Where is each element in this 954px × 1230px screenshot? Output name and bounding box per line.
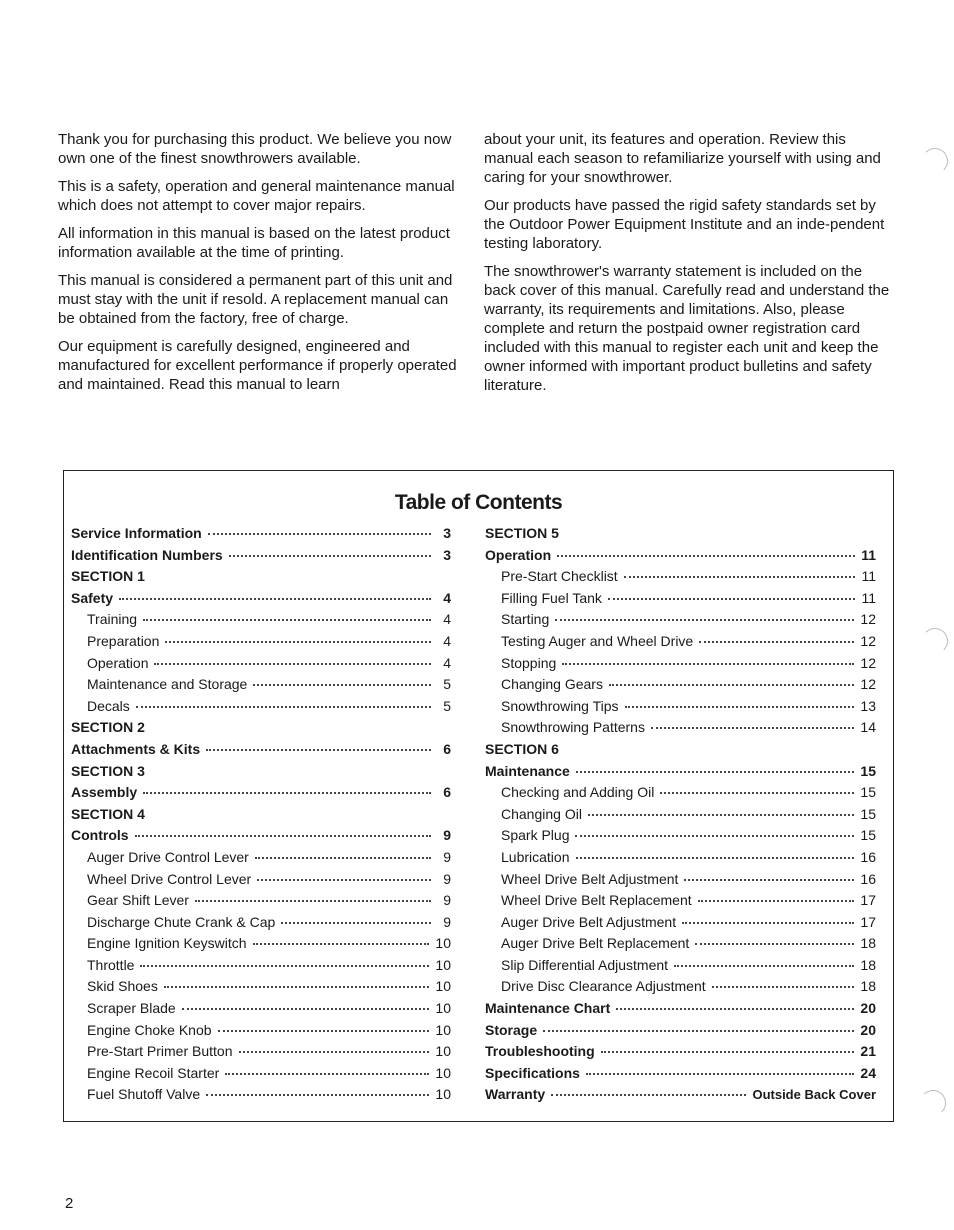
toc-entry-page: 16 bbox=[860, 848, 876, 865]
toc-leader-dots bbox=[557, 555, 855, 557]
toc-entry-label: Lubrication bbox=[501, 848, 570, 865]
toc-entry-label: Troubleshooting bbox=[485, 1043, 595, 1060]
toc-entry-label: Specifications bbox=[485, 1064, 580, 1081]
toc-entry-label: Drive Disc Clearance Adjustment bbox=[501, 978, 706, 995]
toc-entry bbox=[485, 655, 876, 677]
toc-section-heading bbox=[71, 568, 451, 590]
toc-entry-page: 10 bbox=[435, 1000, 451, 1017]
toc-entry-label: Auger Drive Control Lever bbox=[87, 848, 249, 865]
toc-entry-label: SECTION 2 bbox=[71, 719, 145, 736]
intro-paragraph: This manual is considered a permanent part of this unit and must stay with the unit if resold. A replacement manual can be obtained from the factory, free of charge. bbox=[58, 272, 453, 327]
toc-entry-label: Assembly bbox=[71, 784, 138, 801]
toc-leader-dots bbox=[586, 1073, 855, 1075]
toc-entry-page: 6 bbox=[443, 784, 451, 801]
toc-leader-dots bbox=[699, 641, 854, 643]
toc-entry-page: 3 bbox=[443, 525, 451, 541]
toc-leader-dots bbox=[682, 922, 854, 924]
intro-paragraph: This is a safety, operation and general maintenance manual which does not attempt to cover major repairs. bbox=[58, 178, 455, 214]
intro-right-column bbox=[484, 130, 896, 404]
toc-entry-page: 24 bbox=[860, 1064, 876, 1081]
toc-entry-page: 4 bbox=[443, 632, 451, 649]
toc-entry-page: 10 bbox=[435, 956, 451, 973]
intro-paragraph: Thank you for purchasing this product. We believe you now own one of the finest snowthrowers available. bbox=[58, 131, 452, 167]
toc-entry bbox=[485, 1065, 876, 1087]
toc-entry-page: 20 bbox=[860, 1021, 876, 1038]
toc-entry-label: Wheel Drive Belt Replacement bbox=[501, 892, 692, 909]
toc-entry-label: Fuel Shutoff Valve bbox=[87, 1086, 201, 1103]
toc-entry bbox=[71, 655, 451, 677]
toc-entry-page: 18 bbox=[860, 956, 876, 973]
toc-leader-dots bbox=[601, 1051, 855, 1053]
toc-title: Table of Contents bbox=[394, 491, 563, 514]
toc-entry-label: Decals bbox=[87, 697, 130, 714]
toc-entry-page: 5 bbox=[443, 676, 451, 693]
toc-entry-page: 11 bbox=[861, 589, 876, 606]
intro-paragraph: Our equipment is carefully designed, engineered and manufactured for excellent performance if properly operated and maintained. Read this manual to learn bbox=[58, 338, 457, 393]
toc-entry bbox=[71, 611, 451, 633]
toc-leader-dots bbox=[229, 555, 431, 557]
toc-entry-label: Throttle bbox=[87, 956, 135, 973]
toc-entry-label: Gear Shift Lever bbox=[87, 892, 189, 909]
toc-entry bbox=[485, 763, 876, 785]
toc-leader-dots bbox=[218, 1030, 430, 1032]
toc-entry-page: 20 bbox=[860, 1000, 876, 1017]
toc-entry bbox=[71, 547, 451, 569]
toc-entry bbox=[485, 935, 876, 957]
toc-entry-page: 10 bbox=[435, 1043, 451, 1060]
toc-entry bbox=[71, 1022, 451, 1044]
toc-entry bbox=[485, 590, 876, 612]
toc-entry-label: Attachments & Kits bbox=[71, 740, 201, 757]
toc-entry-page: 12 bbox=[860, 632, 876, 649]
toc-leader-dots bbox=[543, 1030, 854, 1032]
toc-entry bbox=[485, 633, 876, 655]
toc-entry-page: 15 bbox=[860, 827, 876, 844]
toc-leader-dots bbox=[119, 598, 431, 600]
toc-leader-dots bbox=[624, 576, 856, 578]
toc-entry-page: Outside Back Cover bbox=[752, 1087, 876, 1103]
toc-entry-page: 15 bbox=[860, 805, 876, 822]
toc-entry bbox=[71, 633, 451, 655]
toc-leader-dots bbox=[165, 641, 431, 643]
toc-entry bbox=[71, 1086, 451, 1108]
scan-mark bbox=[920, 1090, 946, 1116]
toc-entry-label: Engine Choke Knob bbox=[87, 1021, 212, 1038]
toc-entry bbox=[71, 698, 451, 720]
toc-entry-label: Controls bbox=[71, 827, 129, 844]
toc-entry bbox=[485, 1022, 876, 1044]
toc-entry bbox=[485, 611, 876, 633]
toc-leader-dots bbox=[588, 814, 854, 816]
toc-section-heading bbox=[71, 806, 451, 828]
toc-entry-label: Maintenance Chart bbox=[485, 1000, 611, 1017]
toc-leader-dots bbox=[684, 879, 854, 881]
toc-entry-page: 4 bbox=[443, 589, 451, 606]
toc-entry-label: SECTION 4 bbox=[71, 805, 145, 822]
table-of-contents bbox=[63, 470, 894, 1122]
toc-entry-label: Skid Shoes bbox=[87, 978, 158, 995]
toc-entry-page: 15 bbox=[860, 762, 876, 779]
toc-entry bbox=[485, 676, 876, 698]
toc-entry-page: 6 bbox=[443, 740, 451, 757]
toc-entry-page: 4 bbox=[443, 611, 451, 628]
toc-leader-dots bbox=[154, 663, 431, 665]
toc-entry bbox=[485, 784, 876, 806]
toc-leader-dots bbox=[257, 879, 431, 881]
toc-entry-label: Operation bbox=[87, 654, 149, 671]
toc-entry bbox=[71, 525, 451, 547]
toc-leader-dots bbox=[136, 706, 431, 708]
toc-entry-label: SECTION 5 bbox=[485, 525, 559, 541]
scan-mark bbox=[922, 148, 948, 174]
toc-entry-label: Snowthrowing Patterns bbox=[501, 719, 645, 736]
toc-entry-label: Warranty bbox=[485, 1086, 546, 1103]
toc-entry bbox=[71, 914, 451, 936]
toc-entry-page: 3 bbox=[443, 546, 451, 563]
toc-entry-label: Wheel Drive Control Lever bbox=[87, 870, 252, 887]
toc-entry-page: 4 bbox=[443, 654, 451, 671]
toc-entry-page: 5 bbox=[443, 697, 451, 714]
toc-leader-dots bbox=[143, 619, 431, 621]
toc-entry-page: 21 bbox=[860, 1043, 876, 1060]
toc-leader-dots bbox=[143, 792, 431, 794]
toc-section-heading bbox=[485, 741, 876, 763]
toc-leader-dots bbox=[695, 943, 854, 945]
toc-entry bbox=[485, 698, 876, 720]
toc-entry bbox=[71, 741, 451, 763]
toc-entry-page: 12 bbox=[860, 654, 876, 671]
toc-entry-label: Stopping bbox=[501, 654, 557, 671]
toc-entry-label: Training bbox=[87, 611, 138, 628]
toc-entry-label: SECTION 1 bbox=[71, 568, 145, 585]
toc-leader-dots bbox=[281, 922, 431, 924]
page-number: 2 bbox=[65, 1195, 74, 1212]
toc-leader-dots bbox=[576, 857, 855, 859]
toc-leader-dots bbox=[239, 1051, 430, 1053]
toc-entry-page: 10 bbox=[435, 1064, 451, 1081]
toc-leader-dots bbox=[253, 684, 431, 686]
toc-entry-page: 14 bbox=[860, 719, 876, 736]
toc-entry bbox=[71, 784, 451, 806]
toc-entry bbox=[485, 1000, 876, 1022]
toc-leader-dots bbox=[555, 619, 854, 621]
toc-leader-dots bbox=[225, 1073, 429, 1075]
toc-entry-page: 13 bbox=[860, 697, 876, 714]
toc-leader-dots bbox=[608, 598, 856, 600]
toc-entry-page: 9 bbox=[443, 913, 451, 930]
toc-leader-dots bbox=[135, 835, 431, 837]
toc-entry-page: 12 bbox=[860, 611, 876, 628]
toc-entry bbox=[485, 914, 876, 936]
toc-entry-label: Auger Drive Belt Replacement bbox=[501, 935, 690, 952]
toc-entry-label: Pre-Start Primer Button bbox=[87, 1043, 233, 1060]
toc-entry bbox=[71, 978, 451, 1000]
toc-entry bbox=[71, 676, 451, 698]
toc-entry bbox=[485, 1043, 876, 1065]
toc-leader-dots bbox=[195, 900, 431, 902]
toc-entry bbox=[485, 547, 876, 569]
toc-entry-page: 16 bbox=[860, 870, 876, 887]
toc-entry bbox=[71, 590, 451, 612]
toc-leader-dots bbox=[206, 749, 431, 751]
intro-paragraph: about your unit, its features and operation. Review this manual each season to refamiliarize yourself with using and caring for your snowthrower. bbox=[484, 131, 881, 186]
toc-leader-dots bbox=[575, 835, 854, 837]
toc-leader-dots bbox=[182, 1008, 430, 1010]
toc-entry-label: Service Information bbox=[71, 525, 202, 541]
toc-entry bbox=[71, 871, 451, 893]
toc-entry-page: 10 bbox=[435, 978, 451, 995]
intro-paragraph: All information in this manual is based on the latest product information available at the time of printing. bbox=[58, 225, 450, 261]
toc-entry-label: Safety bbox=[71, 589, 114, 606]
toc-entry bbox=[485, 568, 876, 590]
toc-leader-dots bbox=[576, 771, 855, 773]
toc-leader-dots bbox=[609, 684, 854, 686]
toc-leader-dots bbox=[255, 857, 431, 859]
toc-entry-label: Engine Ignition Keyswitch bbox=[87, 935, 247, 952]
toc-entry-label: Operation bbox=[485, 546, 552, 563]
toc-leader-dots bbox=[651, 727, 854, 729]
toc-leader-dots bbox=[206, 1094, 429, 1096]
toc-entry bbox=[71, 892, 451, 914]
toc-entry-page: 11 bbox=[861, 568, 876, 585]
toc-leader-dots bbox=[674, 965, 854, 967]
toc-entry-label: Filling Fuel Tank bbox=[501, 589, 602, 606]
toc-left-column bbox=[71, 525, 451, 1108]
toc-entry-label: Snowthrowing Tips bbox=[501, 697, 619, 714]
toc-entry bbox=[485, 978, 876, 1000]
toc-leader-dots bbox=[562, 663, 854, 665]
toc-entry-label: Changing Oil bbox=[501, 805, 582, 822]
toc-entry-page: 15 bbox=[860, 784, 876, 801]
toc-entry-label: Discharge Chute Crank & Cap bbox=[87, 913, 276, 930]
toc-entry bbox=[71, 827, 451, 849]
toc-entry bbox=[71, 935, 451, 957]
toc-entry-label: Checking and Adding Oil bbox=[501, 784, 655, 801]
toc-entry-page: 17 bbox=[860, 892, 876, 909]
toc-entry-label: Identification Numbers bbox=[71, 546, 223, 563]
toc-entry bbox=[71, 957, 451, 979]
toc-entry-label: SECTION 3 bbox=[71, 762, 145, 779]
toc-entry bbox=[71, 849, 451, 871]
toc-leader-dots bbox=[660, 792, 854, 794]
toc-entry-label: SECTION 6 bbox=[485, 740, 559, 757]
toc-entry bbox=[485, 892, 876, 914]
toc-entry-label: Engine Recoil Starter bbox=[87, 1064, 220, 1081]
toc-entry-label: Maintenance and Storage bbox=[87, 676, 248, 693]
toc-section-heading bbox=[485, 525, 876, 547]
toc-entry-label: Storage bbox=[485, 1021, 538, 1038]
toc-entry-page: 17 bbox=[860, 913, 876, 930]
toc-entry-label: Starting bbox=[501, 611, 550, 628]
toc-leader-dots bbox=[164, 986, 430, 988]
toc-entry-page: 9 bbox=[443, 870, 451, 887]
toc-entry bbox=[485, 827, 876, 849]
toc-leader-dots bbox=[625, 706, 855, 708]
toc-entry-label: Scraper Blade bbox=[87, 1000, 176, 1017]
toc-leader-dots bbox=[616, 1008, 854, 1010]
toc-entry bbox=[71, 1065, 451, 1087]
toc-leader-dots bbox=[551, 1094, 746, 1096]
toc-entry-page: 18 bbox=[860, 935, 876, 952]
toc-entry bbox=[485, 1086, 876, 1108]
toc-entry-label: Spark Plug bbox=[501, 827, 570, 844]
toc-entry-label: Pre-Start Checklist bbox=[501, 568, 618, 585]
toc-leader-dots bbox=[208, 533, 431, 535]
toc-entry-page: 18 bbox=[860, 978, 876, 995]
toc-entry-page: 9 bbox=[443, 827, 451, 844]
toc-right-column bbox=[485, 525, 876, 1108]
toc-entry-label: Maintenance bbox=[485, 762, 570, 779]
scan-mark bbox=[922, 628, 948, 654]
toc-entry-label: Changing Gears bbox=[501, 676, 603, 693]
toc-entry bbox=[485, 871, 876, 893]
toc-entry bbox=[71, 1000, 451, 1022]
toc-entry-page: 11 bbox=[861, 546, 876, 563]
toc-entry-label: Slip Differential Adjustment bbox=[501, 956, 669, 973]
toc-leader-dots bbox=[712, 986, 855, 988]
toc-entry-label: Testing Auger and Wheel Drive bbox=[501, 632, 694, 649]
toc-entry bbox=[485, 957, 876, 979]
toc-entry bbox=[485, 806, 876, 828]
toc-leader-dots bbox=[140, 965, 429, 967]
intro-paragraph: The snowthrower's warranty statement is included on the back cover of this manual. Carefully read and understand the warranty, its requirements and limitations. Also, please complete and return the postpaid owner registration card included with this manual to register each unit and keep the owner informed with important product bulletins and safety literature. bbox=[484, 263, 890, 394]
toc-entry-page: 12 bbox=[860, 676, 876, 693]
intro-left-column bbox=[58, 130, 458, 403]
toc-section-heading bbox=[71, 719, 451, 741]
toc-entry-page: 9 bbox=[443, 848, 451, 865]
toc-entry bbox=[485, 849, 876, 871]
toc-leader-dots bbox=[698, 900, 855, 902]
toc-entry bbox=[485, 719, 876, 741]
toc-entry-page: 10 bbox=[435, 1021, 451, 1038]
toc-entry-page: 9 bbox=[443, 892, 451, 909]
toc-section-heading bbox=[71, 763, 451, 785]
toc-entry bbox=[71, 1043, 451, 1065]
toc-leader-dots bbox=[253, 943, 430, 945]
toc-entry-label: Auger Drive Belt Adjustment bbox=[501, 913, 677, 930]
toc-entry-page: 10 bbox=[435, 935, 451, 952]
toc-entry-label: Preparation bbox=[87, 632, 160, 649]
intro-paragraph: Our products have passed the rigid safety standards set by the Outdoor Power Equipment Institute and an inde-pendent testing laboratory. bbox=[484, 197, 885, 252]
toc-entry-label: Wheel Drive Belt Adjustment bbox=[501, 870, 679, 887]
toc-entry-page: 10 bbox=[435, 1086, 451, 1103]
